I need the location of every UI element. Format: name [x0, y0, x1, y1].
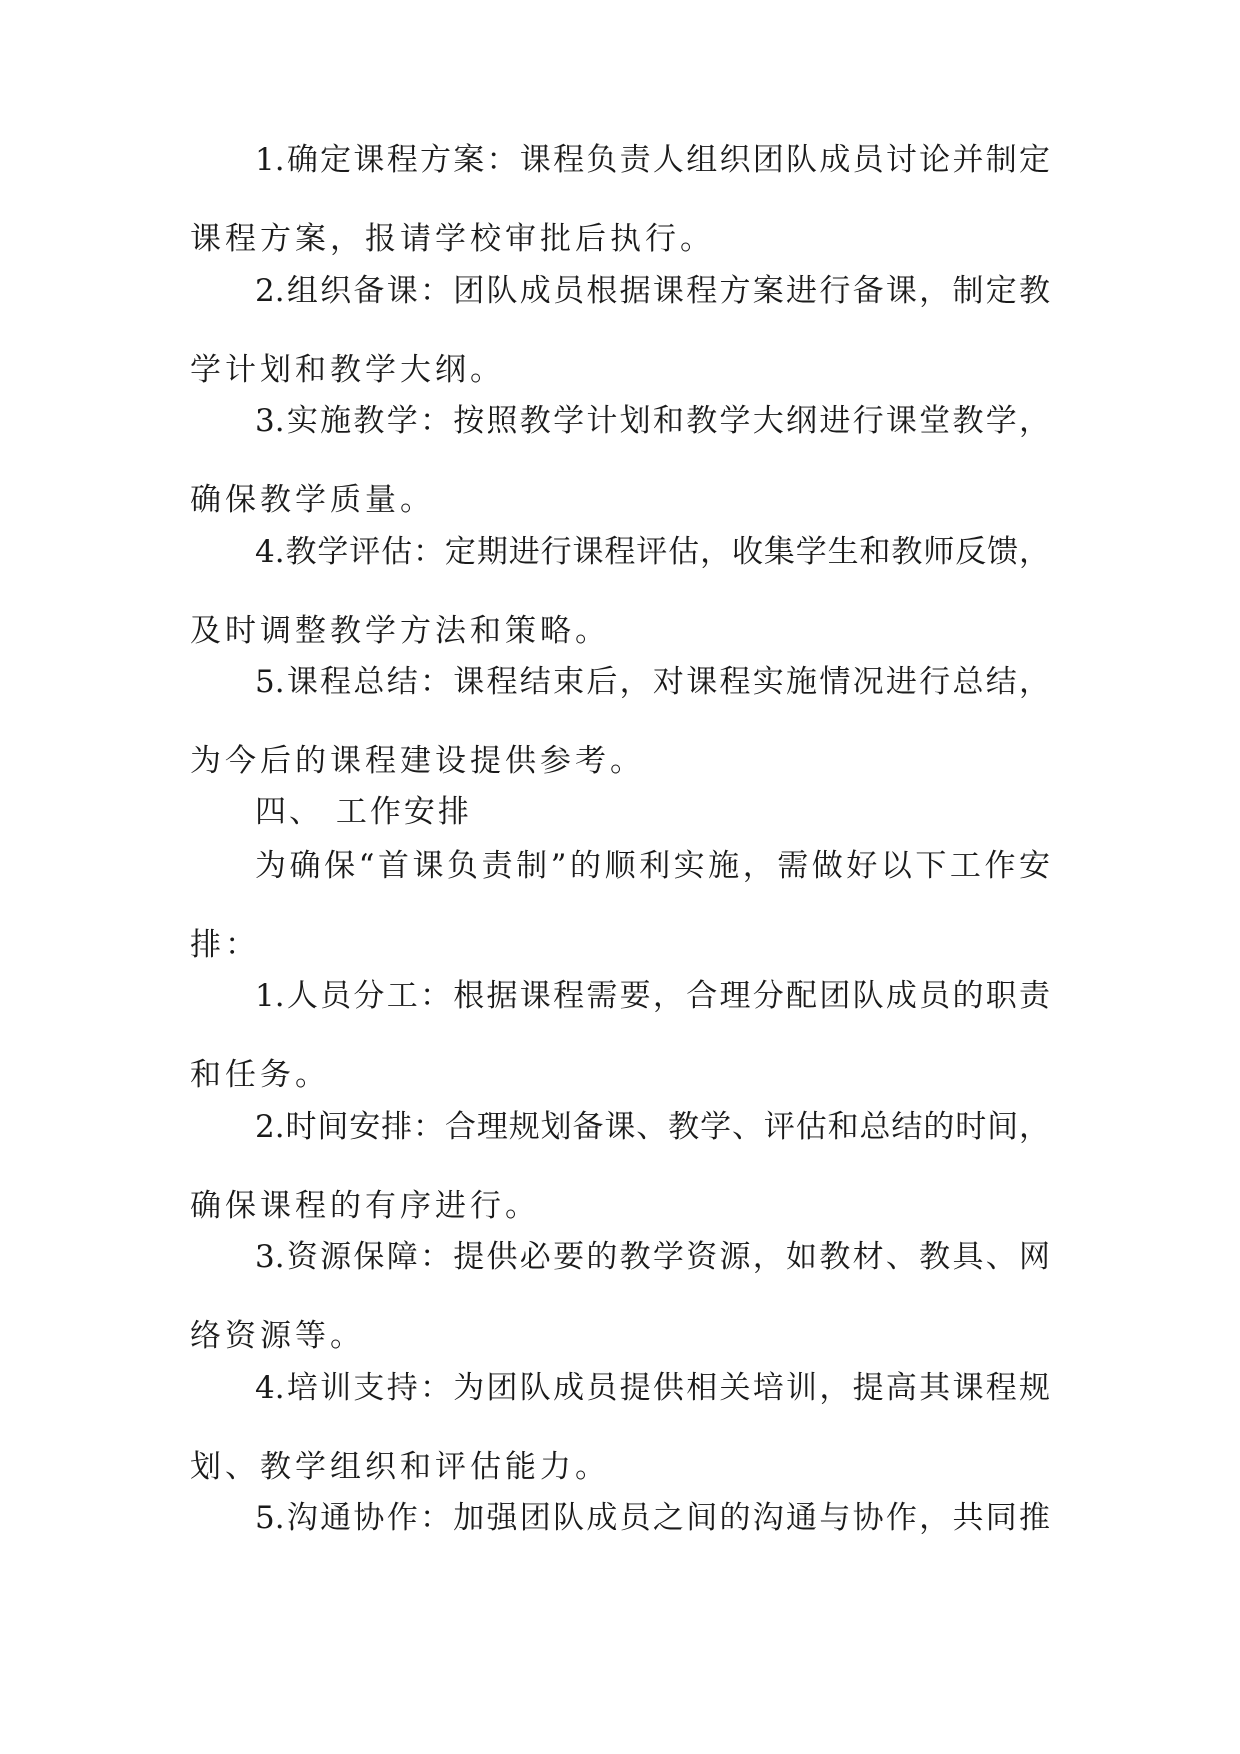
paragraph-line: 确保课程的有序进行。 [190, 1188, 540, 1224]
paragraph-line: 络资源等。 [190, 1318, 365, 1354]
paragraph-line: 5.沟通协作：加强团队成员之间的沟通与协作，共同推 [255, 1500, 1050, 1536]
paragraph-line: 确保教学质量。 [190, 482, 435, 518]
paragraph-line: 4.培训支持：为团队成员提供相关培训，提高其课程规 [255, 1370, 1050, 1406]
paragraph-line: 及时调整教学方法和策略。 [190, 613, 610, 649]
paragraph-line: 划、教学组织和评估能力。 [190, 1449, 610, 1485]
paragraph-line: 1.确定课程方案：课程负责人组织团队成员讨论并制定 [255, 142, 1050, 178]
paragraph-line: 课程方案，报请学校审批后执行。 [190, 221, 715, 257]
paragraph-line: 为今后的课程建设提供参考。 [190, 743, 645, 779]
paragraph-line: 排： [190, 927, 260, 963]
paragraph-line: 3.实施教学：按照教学计划和教学大纲进行课堂教学， [255, 403, 1050, 439]
paragraph-line: 5.课程总结：课程结束后，对课程实施情况进行总结， [255, 664, 1050, 700]
section-heading: 四、 工作安排 [255, 794, 472, 830]
paragraph-line: 为确保“首课负责制”的顺利实施，需做好以下工作安 [255, 848, 1050, 884]
paragraph-line: 1.人员分工：根据课程需要，合理分配团队成员的职责 [255, 978, 1050, 1014]
paragraph-line: 3.资源保障：提供必要的教学资源，如教材、教具、网 [255, 1239, 1050, 1275]
paragraph-line: 4.教学评估：定期进行课程评估，收集学生和教师反馈， [255, 534, 1050, 570]
paragraph-line: 学计划和教学大纲。 [190, 352, 505, 388]
paragraph-line: 2.组织备课：团队成员根据课程方案进行备课，制定教 [255, 273, 1050, 309]
paragraph-line: 和任务。 [190, 1057, 330, 1093]
paragraph-line: 2.时间安排：合理规划备课、教学、评估和总结的时间， [255, 1109, 1050, 1145]
